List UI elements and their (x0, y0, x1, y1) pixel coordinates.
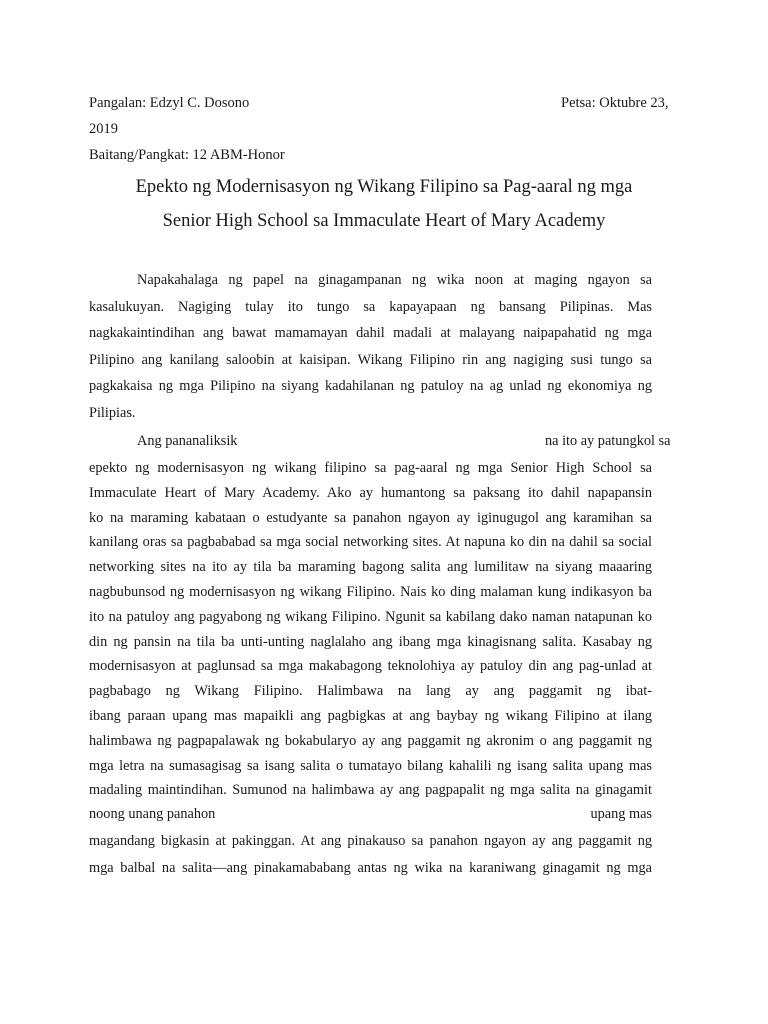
gap-line-start: noong unang panahon (89, 806, 216, 822)
text-line: mga letra na sumasagisag sa isang salita o tumatayo bilang kahalili ng isang salita upang mas (89, 757, 652, 774)
grade-label: Baitang/Pangkat: 12 ABM-Honor (89, 147, 285, 163)
text-line: din ng pansin na tila ba unti-unting naglalaho ang ibang mga kinagisnang salita. Kasabay ng (89, 633, 652, 650)
title-line-2: Senior High School sa Immaculate Heart of Mary Academy (162, 211, 606, 231)
text-line: modernisasyon at paglunsad sa mga makabagong teknolohiya ay patuloy din ang pag-unlad at (89, 658, 652, 675)
text-line: halimbawa ng pagpapalawak ng bokabularyo ay ang paggamit ng akronim o ang paggamit ng (89, 732, 652, 749)
name-label: Pangalan: Edzyl C. Dosono (89, 95, 250, 111)
text-line: ko na maraming kabataan o estudyante sa panahon ngayon ay iginugugol ang karamihan sa (89, 509, 652, 526)
text-line: ibang paraan upang mas mapaikli ang pagbigkas at ang baybay ng wikang Filipino at ilang (89, 708, 652, 724)
date-label: Petsa: Oktubre 23, (561, 95, 669, 111)
text-line: Napakahalaga ng papel na ginagampanan ng wika noon at maging ngayon sa (137, 272, 652, 288)
text-line: kasalukuyan. Nagiging tulay ito tungo sa kapayapaan ng bansang Pilipinas. Mas (89, 298, 652, 315)
text-line: Pilipino ang kanilang saloobin at kaisipan. Wikang Filipino rin ang nagiging susi tungo sa (89, 351, 652, 368)
text-line: Pilipias. (89, 404, 136, 421)
gap-line-end: upang mas (590, 806, 652, 822)
text-line: ito na patuloy ang pagyabong ng wikang Filipino. Ngunit sa kabilang dako naman natapunan ko (89, 608, 652, 625)
text-line: Immaculate Heart of Mary Academy. Ako ay humantong sa paksang ito dahil napapansin (89, 484, 652, 501)
title-line-1: Epekto ng Modernisasyon ng Wikang Filipino sa Pag-aaral ng mga (135, 177, 633, 197)
text-line: mga balbal na salita—ang pinakamababang antas ng wika na karaniwang ginagamit ng mga (89, 860, 652, 876)
text-line: madaling maintindihan. Sumunod na halimbawa ay ang pagpapalit ng mga salita na ginagamit (89, 782, 652, 799)
text-line: kanilang oras sa pagbababad sa mga social networking sites. At napuna ko din na dahil sa social (89, 534, 652, 551)
text-line: epekto ng modernisasyon ng wikang filipino sa pag-aaral ng mga Senior High School sa (89, 460, 652, 476)
text-line: networking sites na ito ay tila ba maraming bagong salita ang lumilitaw na siyang maaaring (89, 559, 652, 576)
text-line: nagbubunsod ng modernisasyon ng wikang Filipino. Nais ko ding malaman kung indikasyon ba (89, 584, 652, 600)
date-year: 2019 (89, 121, 118, 137)
text-line: pagkakaisa ng mga Pilipino na siyang kadahilanan ng patuloy na ag unlad ng ekonomiya ng (89, 378, 652, 394)
text-line: pagbabago ng Wikang Filipino. Halimbawa na lang ay ang paggamit ng ibat- (89, 683, 652, 700)
text-line: nagkakaintindihan ang bawat mamamayan dahil madali at malayang naipapahatid ng mga (89, 325, 652, 341)
paragraph-2-start: Ang pananaliksik (137, 433, 238, 449)
paragraph-2-start-end: na ito ay patungkol sa (545, 433, 671, 449)
text-line: magandang bigkasin at pakinggan. At ang pinakauso sa panahon ngayon ay ang paggamit ng (89, 833, 652, 849)
